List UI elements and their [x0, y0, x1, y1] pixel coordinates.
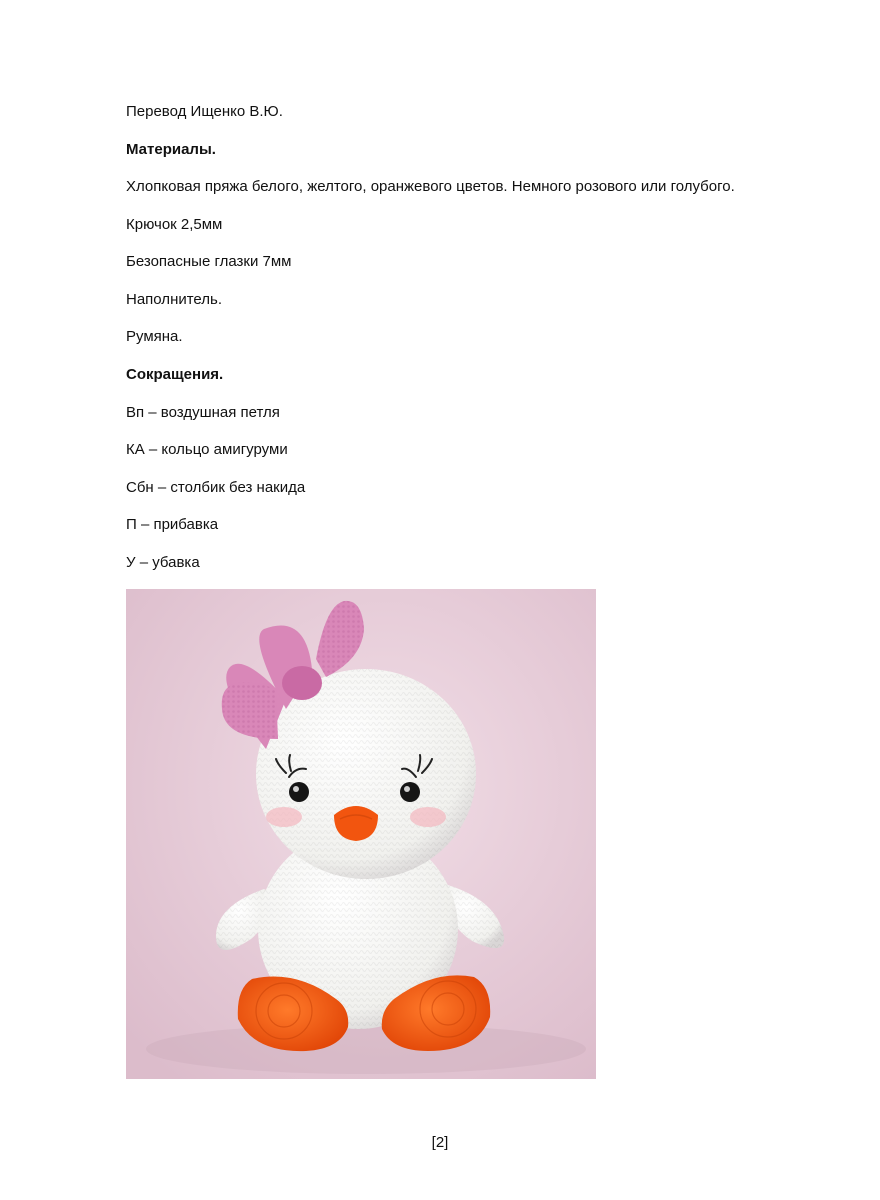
abbreviation-vp: Вп – воздушная петля: [126, 404, 280, 421]
abbreviation-p: П – прибавка: [126, 516, 219, 533]
materials-item-stuffing: Наполнитель.: [126, 291, 223, 308]
abbreviations-heading: Сокращения.: [126, 366, 224, 383]
translator-line: Перевод Ищенко В.Ю.: [126, 103, 283, 120]
materials-item-hook: Крючок 2,5мм: [126, 216, 223, 233]
abbreviation-ka: КА – кольцо амигуруми: [126, 441, 288, 458]
abbreviation-sbn: Сбн – столбик без накида: [126, 479, 306, 496]
materials-item-blush: Румяна.: [126, 328, 183, 345]
abbreviation-u: У – убавка: [126, 554, 200, 571]
page-number: [2]: [431, 1134, 449, 1151]
duckling-illustration: [126, 589, 596, 1079]
materials-item-yarn: Хлопковая пряжа белого, желтого, оранжевого цветов. Немного розового или голубого.: [126, 178, 735, 195]
materials-item-eyes: Безопасные глазки 7мм: [126, 253, 292, 270]
duckling-photo: [126, 589, 596, 1079]
materials-heading: Материалы.: [126, 141, 216, 158]
